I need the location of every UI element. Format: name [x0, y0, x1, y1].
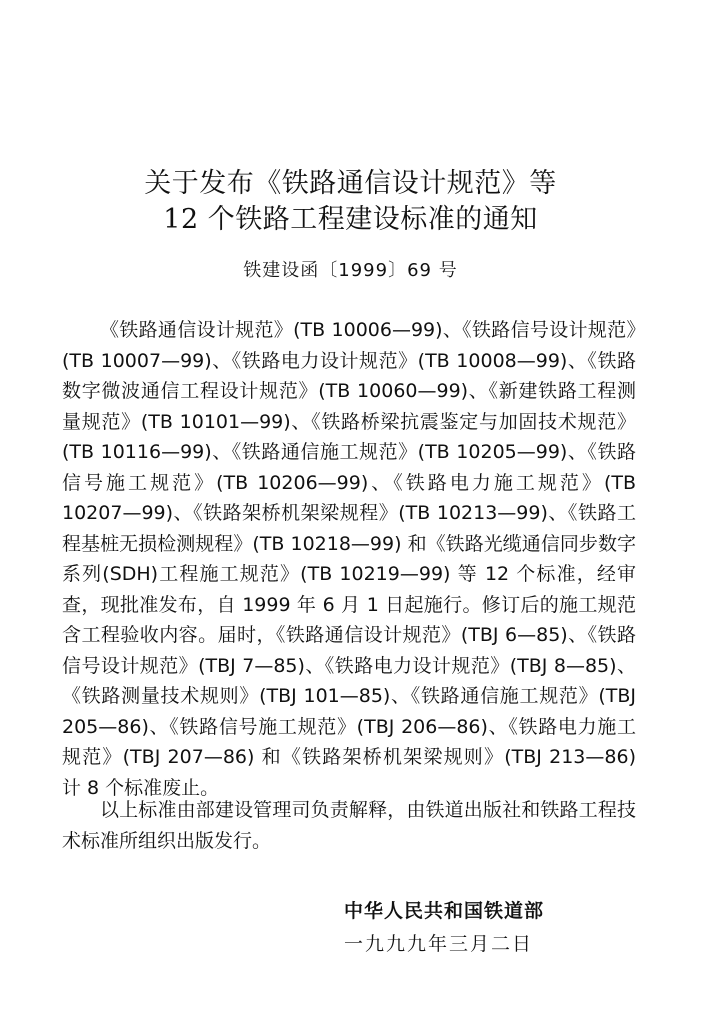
notice-title-line-1: 关于发布《铁路通信设计规范》等	[144, 168, 557, 199]
body-paragraph-2: 以上标准由部建设管理司负责解释，由铁道出版社和铁路工程技术标准所组织出版发行。	[62, 799, 636, 852]
body-paragraph-1: 《铁路通信设计规范》(TB 10006—99)、《铁路信号设计规范》(TB 10007—99)、《铁路电力设计规范》(TB 10008—99)、《铁路数字微波通信工程设计规范》(TB 10060—99)、《新建铁路工程测量规范》(TB 10101—99)、《铁路桥梁抗震鉴定与加固技术规范》(TB 10116—99)、《铁路通信施工规范》(TB 10205—99)、《铁路信号施工规范》(TB 10206—99)、《铁路电力施工规范》(TB 10207—99)、《铁路架桥机架梁规程》(TB 10213—99)、《铁路工程基桩无损检测规程》(TB 10218—99) 和《铁路光缆通信同步数字系列(SDH)工程施工规范》(TB 10219—99) 等 12 个标准，经审查，现批准发布，自 1999 年 6 月 1 日起施行。修订后的施工规范含工程验收内容。届时，《铁路通信设计规范》(TBJ 6—85)、《铁路信号设计规范》(TBJ 7—85)、《铁路电力设计规范》(TBJ 8—85)、《铁路测量技术规则》(TBJ 101—85)、《铁路通信施工规范》(TBJ 205—86)、《铁路信号施工规范》(TBJ 206—86)、《铁路电力施工规范》(TBJ 207—86) 和《铁路架桥机架梁规则》(TBJ 213—86) 计 8 个标准废止。	[62, 319, 636, 799]
issue-date: 一九九九年三月二日	[344, 933, 534, 955]
issuer-signature: 中华人民共和国铁道部	[344, 900, 545, 922]
notice-title-line-2: 12 个铁路工程建设标准的通知	[163, 204, 538, 235]
document-number: 铁建设函〔1999〕69 号	[243, 260, 458, 281]
